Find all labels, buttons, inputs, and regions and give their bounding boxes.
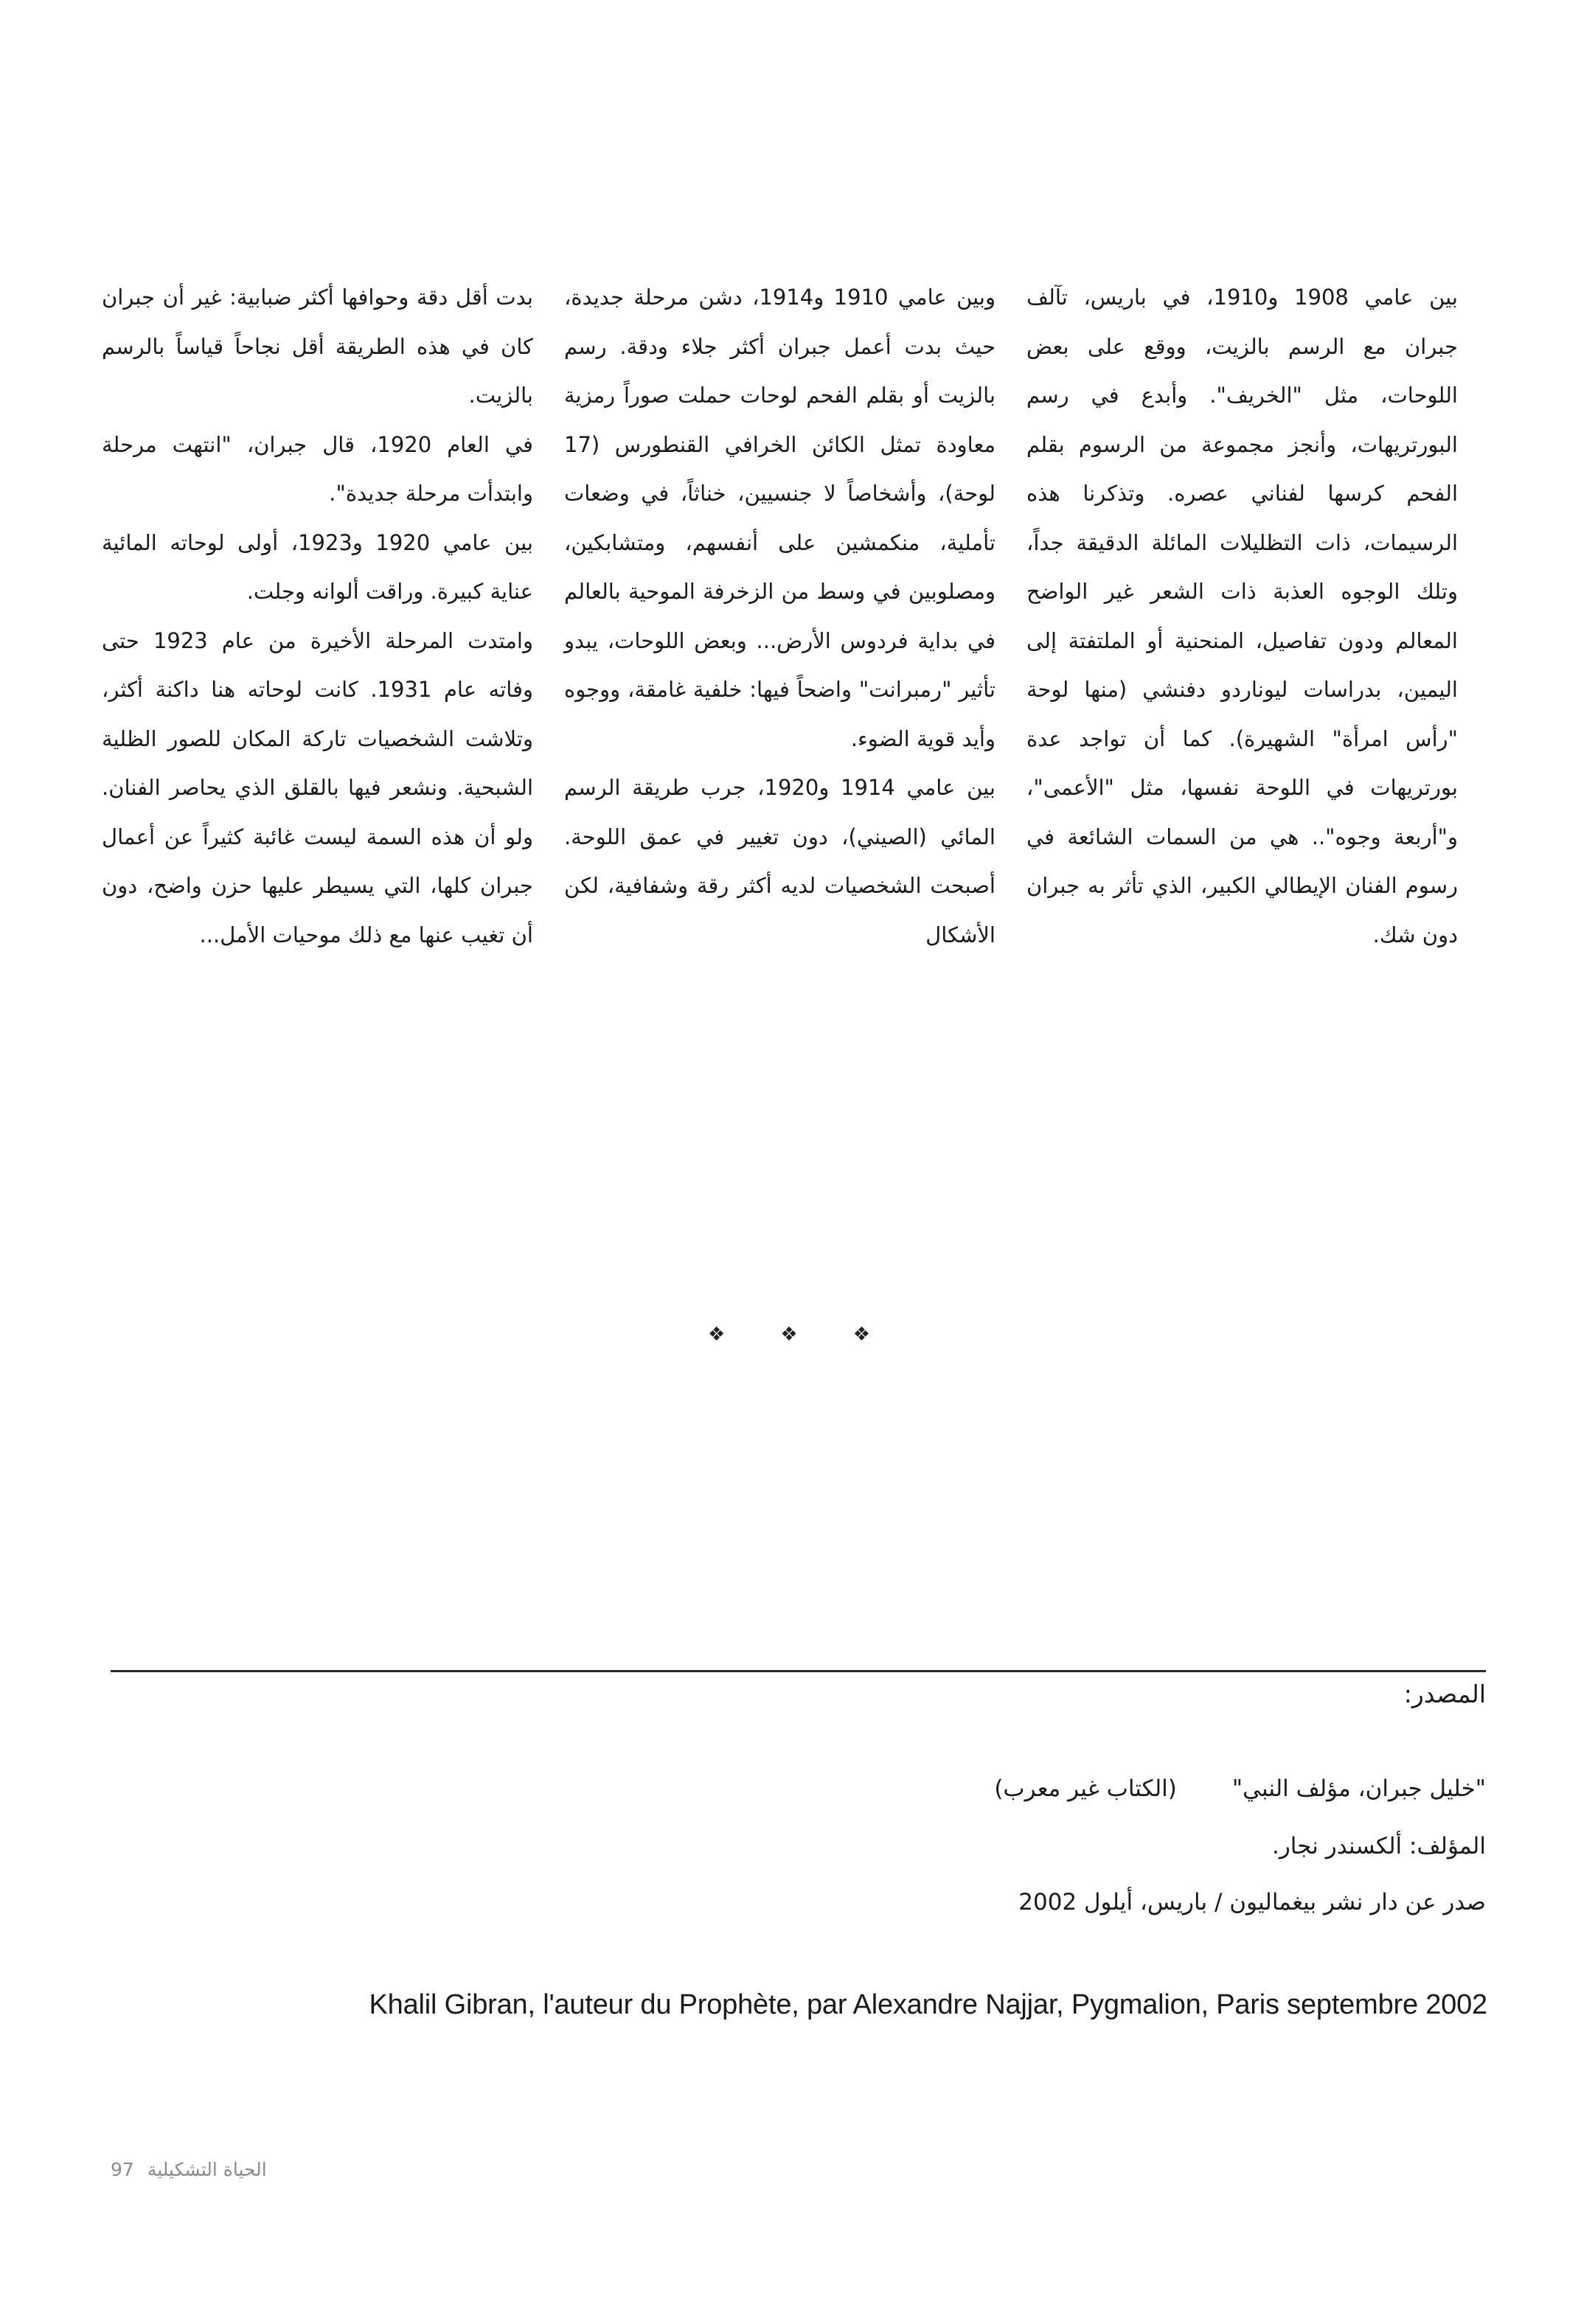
reference-author: المؤلف: ألكسندر نجار. bbox=[1271, 1833, 1486, 1859]
diamond-ornament-icon: ❖ bbox=[780, 1323, 798, 1346]
reference-book-note: (الكتاب غير معرب) bbox=[994, 1775, 1177, 1802]
paragraph: في العام 1920، قال جبران، "انتهت مرحلة وابتدأت مرحلة جديدة". bbox=[102, 431, 533, 506]
section-ornament bbox=[708, 1323, 870, 1346]
diamond-ornament-icon: ❖ bbox=[852, 1323, 870, 1346]
text-column-middle bbox=[564, 273, 995, 959]
references-divider bbox=[111, 1670, 1486, 1672]
page-footer bbox=[111, 2159, 267, 2180]
references-heading: المصدر: bbox=[1403, 1680, 1486, 1708]
reference-latin: Khalil Gibran, l'auteur du Prophète, par Alexandre Najjar, Pygmalion, Paris septembre 2002 bbox=[369, 1989, 1487, 2020]
paragraph: بين عامي 1920 و1923، أولى لوحاته المائية عناية كبيرة. وراقت ألوانه وجلت. bbox=[102, 529, 533, 604]
paragraph: وامتدت المرحلة الأخيرة من عام 1923 حتى وفاته عام 1931. كانت لوحاته هنا داكنة أكثر، وتلاشت الشخصيات تاركة المكان للصور الظلية الشبحية. ونشعر فيها بالقلق الذي يحاصر الفنان. ولو أن هذه السمة ليست غائبة كثيراً عن أعمال جبران كلها، التي يسيطر عليها حزن واضح، دون أن تغيب عنها مع ذلك موحيات الأمل... bbox=[102, 627, 533, 947]
paragraph: بدت أقل دقة وحوافها أكثر ضبابية: غير أن جبران كان في هذه الطريقة أقل نجاحاً قياساً بالرسم بالزيت. bbox=[102, 285, 533, 408]
magazine-name: الحياة التشكيلية bbox=[147, 2159, 267, 2180]
page-number: 97 bbox=[111, 2159, 134, 2180]
paragraph: بين عامي 1914 و1920، جرب طريقة الرسم المائي (الصيني)، دون تغيير في عمق اللوحة. أصبحت الشخصيات لديه أكثر رقة وشفافية، لكن الأشكال bbox=[564, 775, 995, 947]
paragraph: وبين عامي 1910 و1914، دشن مرحلة جديدة، حيث بدت أعمل جبران أكثر جلاء ودقة. رسم بالزيت أو بقلم الفحم لوحات حملت صوراً رمزية معاودة تمثل الكائن الخرافي القنطورس (17 لوحة)، وأشخاصاً لا جنسيين، خناثاً، في وضعات تأملية، منكمشين على أنفسهم، ومتشابكين، ومصلوبين في وسط من الزخرفة الموحية بالعالم في بداية فردوس الأرض... وبعض اللوحات، يبدو تأثير "رمبرانت" واضحاً فيها: خلفية غامقة، ووجوه وأيد قوية الضوء. bbox=[564, 285, 995, 751]
text-column-right bbox=[1026, 273, 1458, 959]
text-column-left bbox=[102, 273, 533, 959]
reference-book-line bbox=[111, 1775, 1486, 1802]
diamond-ornament-icon: ❖ bbox=[708, 1323, 726, 1346]
paragraph: بين عامي 1908 و1910، في باريس، تآلف جبران مع الرسم بالزيت، ووقع على بعض اللوحات، مثل "الخريف". وأبدع في رسم البورتريهات، وأنجز مجموعة من الرسوم بقلم الفحم كرسها لفناني عصره. وتذكرنا هذه الرسيمات، ذات التظليلات المائلة الدقيقة جداً، وتلك الوجوه العذبة ذات الشعر غير الواضح المعالم ودون تفاصيل، المنحنية أو الملتفتة إلى اليمين، بدراسات ليوناردو دفنشي (منها لوحة "رأس امرأة" الشهيرة). كما أن تواجد عدة بورتريهات في اللوحة نفسها، مثل "الأعمى"، و"أربعة وجوه".. هي من السمات الشائعة في رسوم الفنان الإيطالي الكبير، الذي تأثر به جبران دون شك. bbox=[1026, 285, 1458, 947]
reference-book-title: "خليل جبران، مؤلف النبي" bbox=[1231, 1775, 1486, 1802]
reference-publisher: صدر عن دار نشر بيغماليون / باريس، أيلول 2002 bbox=[1018, 1889, 1486, 1916]
